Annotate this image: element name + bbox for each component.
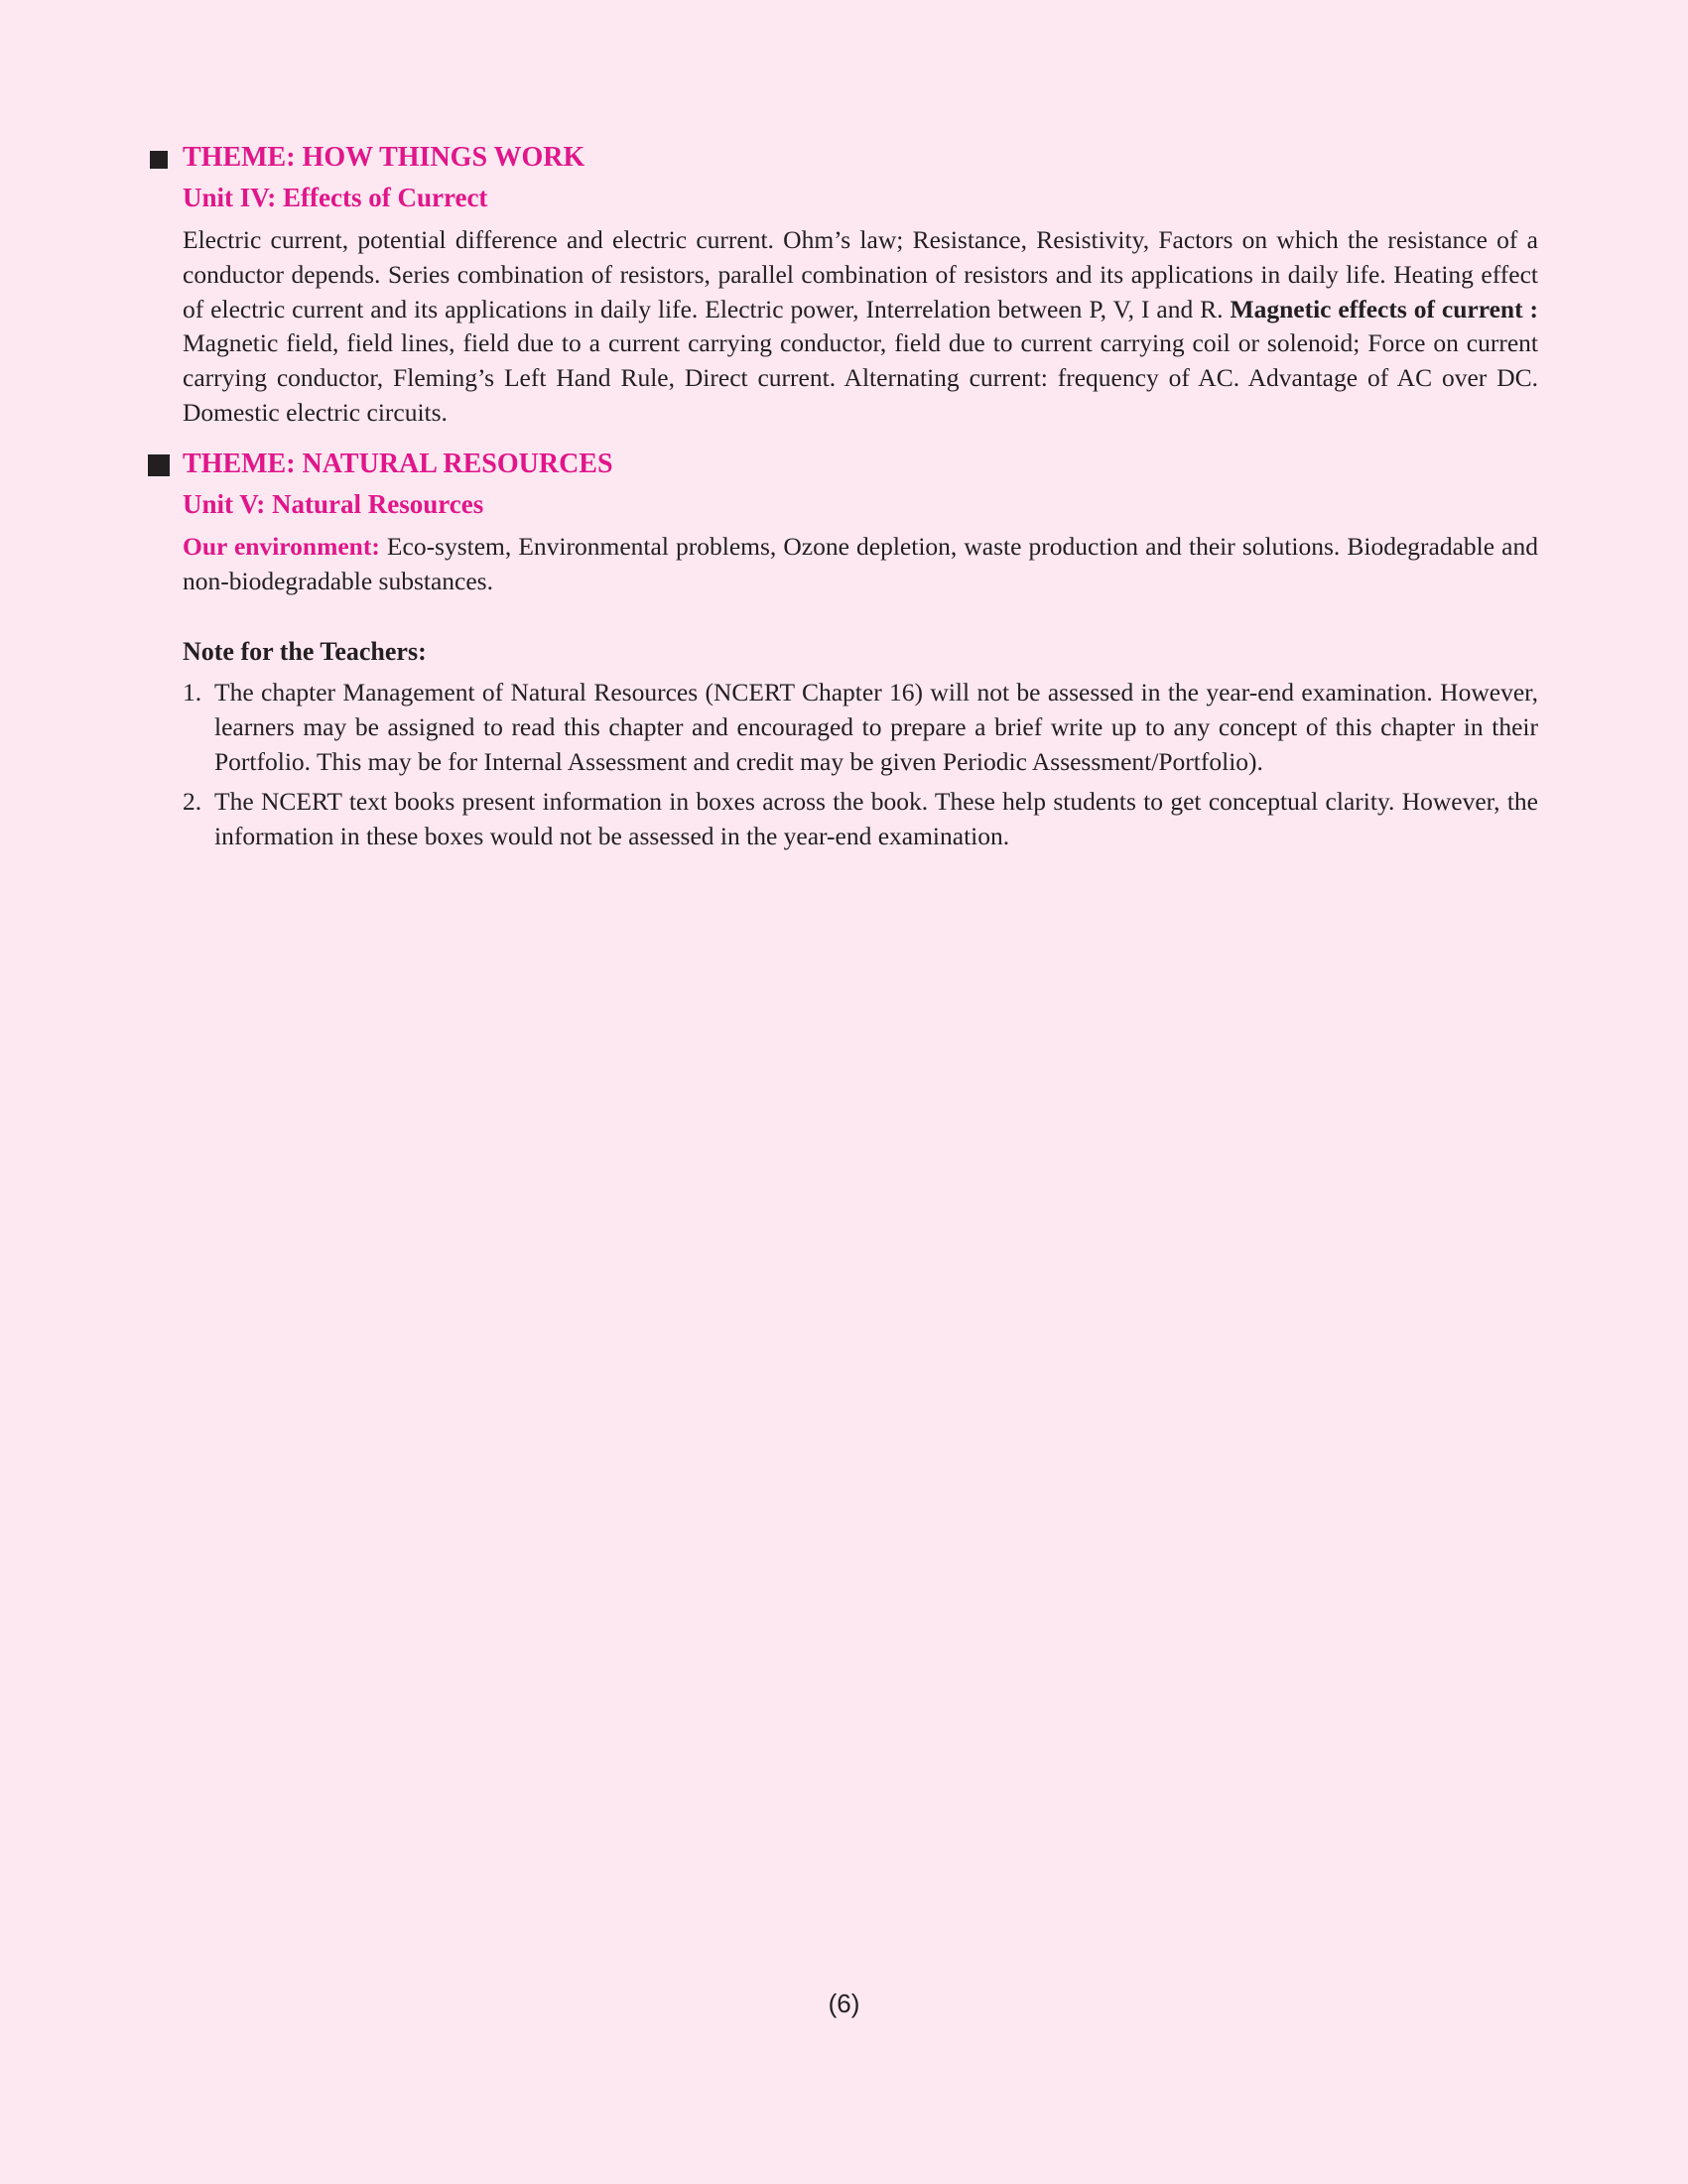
subtopic-text: Magnetic field, field lines, field due to a current carrying conductor, field due to current carrying coil or solenoid; Force on current carrying conductor, Fleming’s Left Hand Rule, Direct current. Alternating current: frequency of AC. Advantage of AC over DC. Domestic electric circuits. [183, 328, 1538, 427]
subtopic-text: Eco-system, Environmental problems, Ozone depletion, waste production and their solutions. Biodegradable and non-biodegradable substances. [183, 532, 1538, 595]
subtopic-label: Our environment: [183, 532, 380, 561]
note-number: 1. [183, 678, 202, 707]
note-item [183, 676, 1538, 779]
square-bullet-icon [150, 151, 168, 169]
unit-title: Unit IV: Effects of Currect [183, 183, 488, 212]
subtopic-label: Magnetic effects of current : [1230, 294, 1538, 323]
notes-heading: Note for the Teachers: [183, 637, 427, 666]
page-number: (6) [828, 1989, 860, 2018]
theme-title: THEME: NATURAL RESOURCES [183, 449, 613, 479]
theme-section-how-things-work [183, 138, 1538, 431]
square-bullet-icon [148, 454, 170, 476]
unit-title: Unit V: Natural Resources [183, 489, 484, 519]
unit-description [183, 530, 1538, 599]
unit-description [183, 223, 1538, 431]
teacher-notes [183, 634, 1538, 860]
unit-description-text: Electric current, potential difference and electric current. Ohm’s law; Resistance, Resistivity, Factors on which the resistance of a conductor depends. Series combination of resistors, parallel combination of resistors and its applications in daily life. Heating effect of electric current and its applications in daily life. Electric power, Interrelation between P, V, I and R. [183, 225, 1538, 323]
note-text: The chapter Management of Natural Resources (NCERT Chapter 16) will not be assessed in the year-end examination. However, learners may be assigned to read this chapter and encouraged to prepare a brief write up to any concept of this chapter in their Portfolio. This may be for Internal Assessment and credit may be given Periodic Assessment/Portfolio). [214, 678, 1538, 776]
theme-section-natural-resources [183, 445, 1538, 599]
theme-title: THEME: HOW THINGS WORK [183, 142, 585, 173]
note-text: The NCERT text books present information in boxes across the book. These help students to get conceptual clarity. However, the information in these boxes would not be assessed in the year-end examination. [214, 787, 1538, 851]
note-number: 2. [183, 787, 202, 817]
note-item [183, 785, 1538, 854]
notes-list [183, 676, 1538, 854]
